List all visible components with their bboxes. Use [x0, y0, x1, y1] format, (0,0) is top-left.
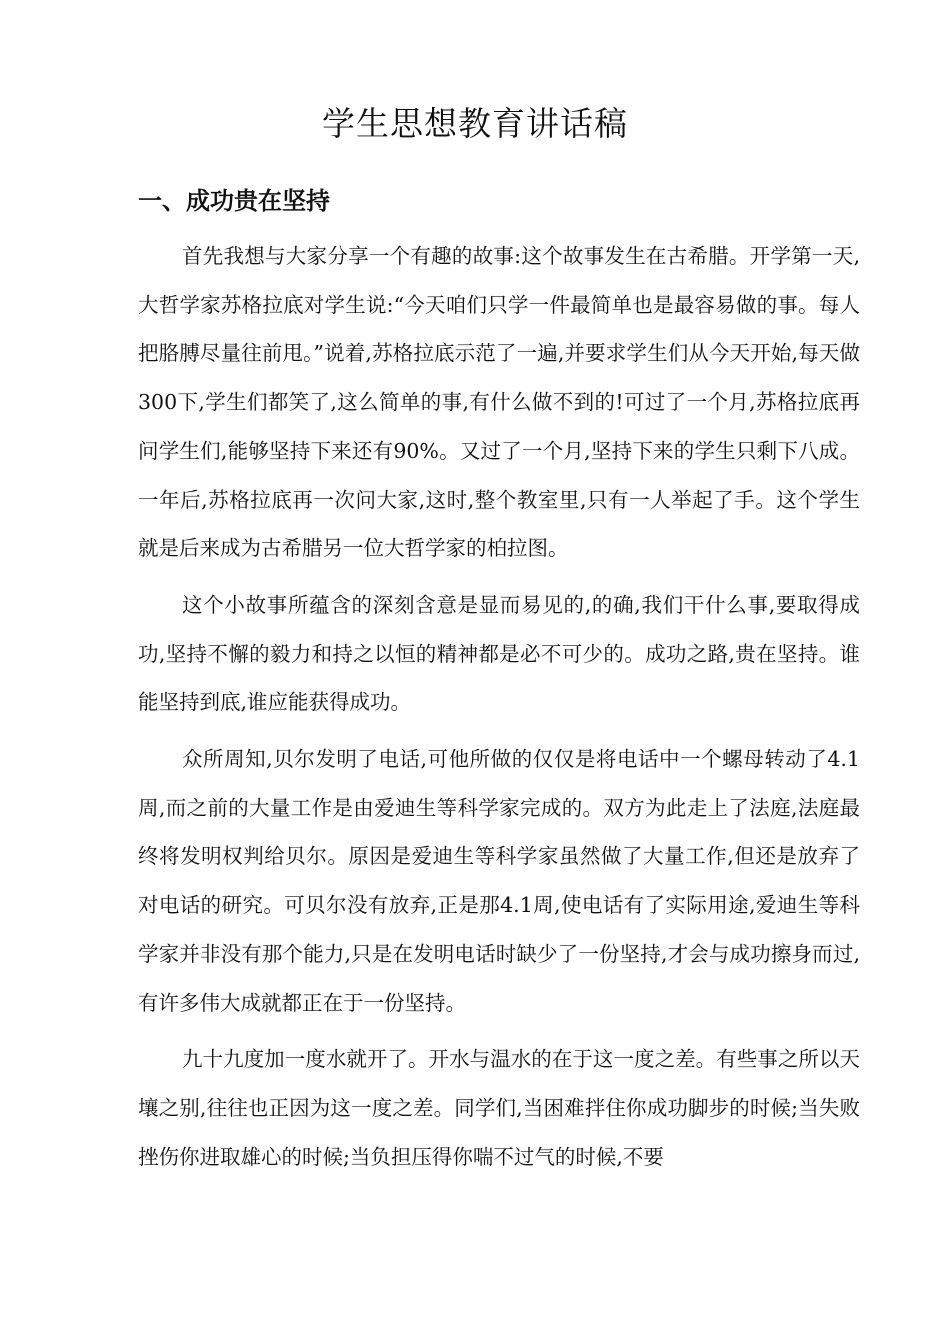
- paragraph-socrates-story: 首先我想与大家分享一个有趣的故事:这个故事发生在古希腊。开学第一天,大哲学家苏格拉底对学生说:“今天咱们只学一件最简单也是最容易做的事。每人把胳膊尽量往前甩。”说着,苏格拉底示范了一遍,并要求学生们从今天开始,每天做300下,学生们都笑了,这么简单的事,有什么做不到的!可过了一个月,苏格拉底再问学生们,能够坚持下来还有90%。又过了一个月,坚持下来的学生只剩下八成。一年后,苏格拉底再一次问大家,这时,整个教室里,只有一人举起了手。这个学生就是后来成为古希腊另一位大哲学家的柏拉图。: [138, 244, 860, 561]
- paragraph-boiling-water: 九十九度加一度水就开了。开水与温水的在于这一度之差。有些事之所以天壤之别,往往也正因为这一度之差。同学们,当困难拌住你成功脚步的时候;当失败挫伤你进取雄心的时候;当负担压得你喘不过气的时候,不要: [138, 1047, 860, 1169]
- paragraph-story-meaning: 这个小故事所蕴含的深刻含意是显而易见的,的确,我们干什么事,要取得成功,坚持不懈的毅力和持之以恒的精神都是必不可少的。成功之路,贵在坚持。谁能坚持到底,谁应能获得成功。: [138, 592, 860, 715]
- section-heading: 一、成功贵在坚持: [138, 187, 330, 215]
- paragraph-bell-telephone: 众所周知,贝尔发明了电话,可他所做的仅仅是将电话中一个螺母转动了4.1周,而之前的大量工作是由爱迪生等科学家完成的。双方为此走上了法庭,法庭最终将发明权判给贝尔。原因是爱迪生等科学家虽然做了大量工作,但还是放弃了对电话的研究。可贝尔没有放弃,正是那4.1周,使电话有了实际用途,爱迪生等科学家并非没有那个能力,只是在发明电话时缺少了一份坚持,才会与成功擦身而过,有许多伟大成就都正在于一份坚持。: [138, 747, 860, 1015]
- document-body: [138, 232, 860, 1189]
- document-title: 学生思想教育讲话稿: [322, 104, 628, 143]
